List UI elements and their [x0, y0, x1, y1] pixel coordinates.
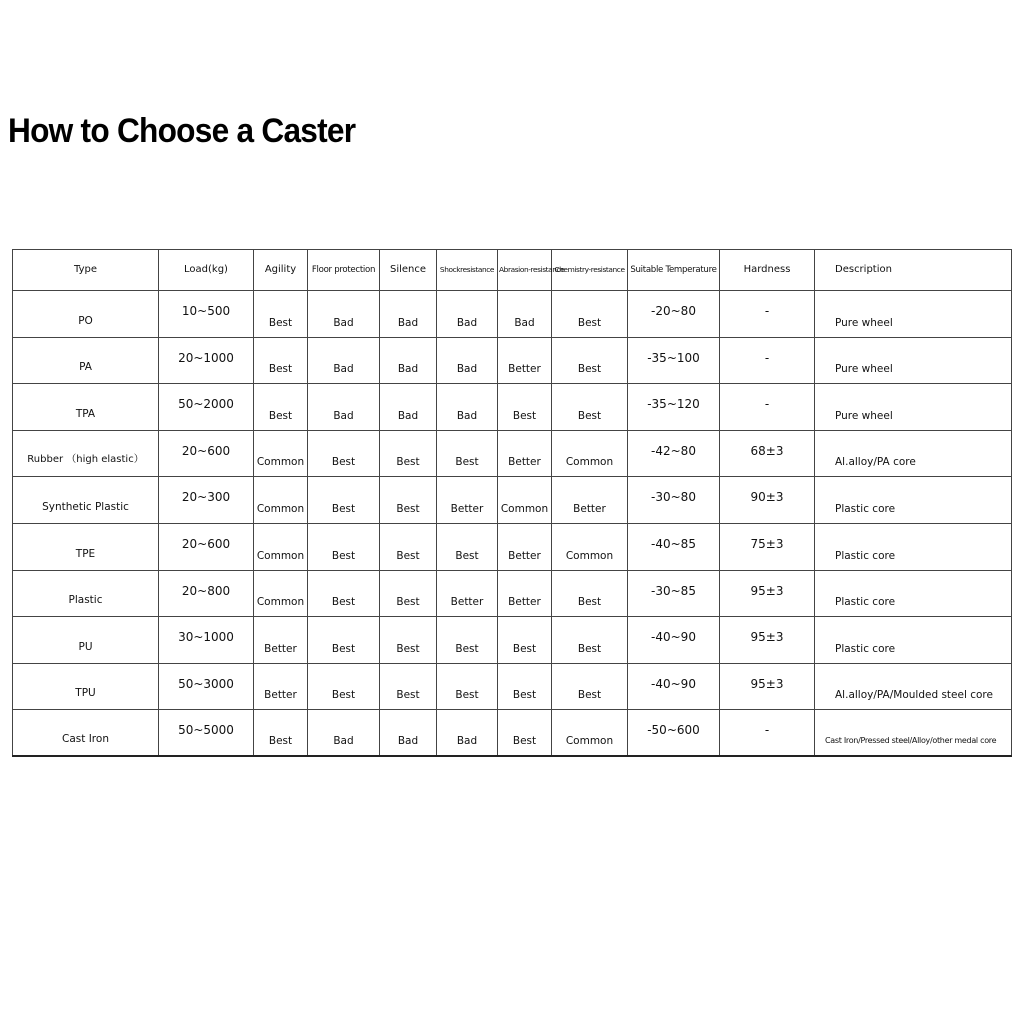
- silence-cell: Bad: [380, 291, 437, 338]
- shock-resistance-cell: Bad: [437, 384, 498, 431]
- type-cell: Cast Iron: [13, 710, 159, 757]
- abrasion-resistance-cell: Best: [498, 384, 552, 431]
- temperature-cell: -42~80: [628, 430, 720, 477]
- table-body: [13, 291, 1012, 757]
- chemistry-resistance-cell: Best: [552, 291, 628, 338]
- type-cell: TPA: [13, 384, 159, 431]
- chemistry-resistance-cell: Best: [552, 663, 628, 710]
- agility-cell: Best: [254, 337, 308, 384]
- table-row: [13, 477, 1012, 524]
- chemistry-resistance-cell: Better: [552, 477, 628, 524]
- load-cell: 20~600: [159, 523, 254, 570]
- table-row: [13, 337, 1012, 384]
- load-cell: 20~1000: [159, 337, 254, 384]
- abrasion-resistance-cell: Bad: [498, 291, 552, 338]
- floor-protection-cell: Bad: [308, 291, 380, 338]
- floor-protection-cell: Best: [308, 570, 380, 617]
- type-cell: Synthetic Plastic: [13, 477, 159, 524]
- floor-protection-cell: Best: [308, 617, 380, 664]
- header-cell: Description: [815, 250, 1012, 291]
- agility-cell: Best: [254, 710, 308, 757]
- floor-protection-cell: Best: [308, 523, 380, 570]
- agility-cell: Common: [254, 477, 308, 524]
- header-cell: Shockresistance: [437, 250, 498, 291]
- type-cell: PU: [13, 617, 159, 664]
- hardness-cell: -: [720, 337, 815, 384]
- temperature-cell: -40~90: [628, 663, 720, 710]
- description-cell: Cast Iron/Pressed steel/Alloy/other medal core: [815, 710, 1012, 757]
- agility-cell: Common: [254, 523, 308, 570]
- chemistry-resistance-cell: Best: [552, 337, 628, 384]
- load-cell: 50~3000: [159, 663, 254, 710]
- chemistry-resistance-cell: Best: [552, 570, 628, 617]
- floor-protection-cell: Bad: [308, 384, 380, 431]
- temperature-cell: -30~80: [628, 477, 720, 524]
- type-cell: Plastic: [13, 570, 159, 617]
- type-cell: Rubber （high elastic）: [13, 430, 159, 477]
- header-cell: Type: [13, 250, 159, 291]
- table-row: [13, 710, 1012, 757]
- type-cell: TPU: [13, 663, 159, 710]
- chemistry-resistance-cell: Best: [552, 617, 628, 664]
- silence-cell: Bad: [380, 384, 437, 431]
- table-row: [13, 617, 1012, 664]
- hardness-cell: 95±3: [720, 617, 815, 664]
- hardness-cell: 95±3: [720, 663, 815, 710]
- type-cell: PA: [13, 337, 159, 384]
- description-cell: Plastic core: [815, 570, 1012, 617]
- silence-cell: Bad: [380, 710, 437, 757]
- chemistry-resistance-cell: Common: [552, 430, 628, 477]
- load-cell: 10~500: [159, 291, 254, 338]
- description-cell: Al.alloy/PA core: [815, 430, 1012, 477]
- temperature-cell: -20~80: [628, 291, 720, 338]
- hardness-cell: -: [720, 291, 815, 338]
- header-cell: Floor protection: [308, 250, 380, 291]
- table-row: [13, 291, 1012, 338]
- description-cell: Al.alloy/PA/Moulded steel core: [815, 663, 1012, 710]
- shock-resistance-cell: Bad: [437, 291, 498, 338]
- floor-protection-cell: Bad: [308, 337, 380, 384]
- shock-resistance-cell: Bad: [437, 337, 498, 384]
- caster-comparison-table: [12, 249, 1012, 757]
- chemistry-resistance-cell: Best: [552, 384, 628, 431]
- chemistry-resistance-cell: Common: [552, 710, 628, 757]
- type-cell: PO: [13, 291, 159, 338]
- shock-resistance-cell: Better: [437, 477, 498, 524]
- header-cell: Agility: [254, 250, 308, 291]
- shock-resistance-cell: Best: [437, 430, 498, 477]
- shock-resistance-cell: Bad: [437, 710, 498, 757]
- agility-cell: Common: [254, 430, 308, 477]
- header-cell: Load(kg): [159, 250, 254, 291]
- header-cell: Suitable Temperature: [628, 250, 720, 291]
- table-row: [13, 523, 1012, 570]
- table-row: [13, 384, 1012, 431]
- floor-protection-cell: Best: [308, 663, 380, 710]
- floor-protection-cell: Best: [308, 477, 380, 524]
- load-cell: 20~800: [159, 570, 254, 617]
- description-cell: Plastic core: [815, 523, 1012, 570]
- load-cell: 20~600: [159, 430, 254, 477]
- hardness-cell: 68±3: [720, 430, 815, 477]
- page-title: How to Choose a Caster: [8, 112, 356, 150]
- agility-cell: Better: [254, 617, 308, 664]
- abrasion-resistance-cell: Better: [498, 430, 552, 477]
- description-cell: Pure wheel: [815, 384, 1012, 431]
- load-cell: 50~2000: [159, 384, 254, 431]
- agility-cell: Best: [254, 384, 308, 431]
- header-cell: Hardness: [720, 250, 815, 291]
- abrasion-resistance-cell: Better: [498, 337, 552, 384]
- header-row: [13, 250, 1012, 291]
- agility-cell: Best: [254, 291, 308, 338]
- hardness-cell: 95±3: [720, 570, 815, 617]
- header-cell: Abrasion-resistance: [498, 250, 552, 291]
- description-cell: Pure wheel: [815, 291, 1012, 338]
- silence-cell: Best: [380, 430, 437, 477]
- shock-resistance-cell: Better: [437, 570, 498, 617]
- hardness-cell: -: [720, 710, 815, 757]
- silence-cell: Best: [380, 477, 437, 524]
- table-row: [13, 430, 1012, 477]
- hardness-cell: 75±3: [720, 523, 815, 570]
- silence-cell: Best: [380, 523, 437, 570]
- shock-resistance-cell: Best: [437, 617, 498, 664]
- description-cell: Pure wheel: [815, 337, 1012, 384]
- abrasion-resistance-cell: Common: [498, 477, 552, 524]
- chemistry-resistance-cell: Common: [552, 523, 628, 570]
- load-cell: 30~1000: [159, 617, 254, 664]
- silence-cell: Best: [380, 570, 437, 617]
- abrasion-resistance-cell: Best: [498, 663, 552, 710]
- temperature-cell: -30~85: [628, 570, 720, 617]
- silence-cell: Best: [380, 617, 437, 664]
- header-cell: Chemistry-resistance: [552, 250, 628, 291]
- load-cell: 20~300: [159, 477, 254, 524]
- temperature-cell: -35~100: [628, 337, 720, 384]
- shock-resistance-cell: Best: [437, 663, 498, 710]
- agility-cell: Better: [254, 663, 308, 710]
- silence-cell: Best: [380, 663, 437, 710]
- load-cell: 50~5000: [159, 710, 254, 757]
- description-cell: Plastic core: [815, 617, 1012, 664]
- abrasion-resistance-cell: Best: [498, 710, 552, 757]
- hardness-cell: 90±3: [720, 477, 815, 524]
- abrasion-resistance-cell: Better: [498, 570, 552, 617]
- table-row: [13, 663, 1012, 710]
- hardness-cell: -: [720, 384, 815, 431]
- floor-protection-cell: Bad: [308, 710, 380, 757]
- temperature-cell: -40~90: [628, 617, 720, 664]
- temperature-cell: -50~600: [628, 710, 720, 757]
- shock-resistance-cell: Best: [437, 523, 498, 570]
- header-cell: Silence: [380, 250, 437, 291]
- type-cell: TPE: [13, 523, 159, 570]
- temperature-cell: -40~85: [628, 523, 720, 570]
- abrasion-resistance-cell: Best: [498, 617, 552, 664]
- silence-cell: Bad: [380, 337, 437, 384]
- description-cell: Plastic core: [815, 477, 1012, 524]
- table-row: [13, 570, 1012, 617]
- temperature-cell: -35~120: [628, 384, 720, 431]
- floor-protection-cell: Best: [308, 430, 380, 477]
- abrasion-resistance-cell: Better: [498, 523, 552, 570]
- agility-cell: Common: [254, 570, 308, 617]
